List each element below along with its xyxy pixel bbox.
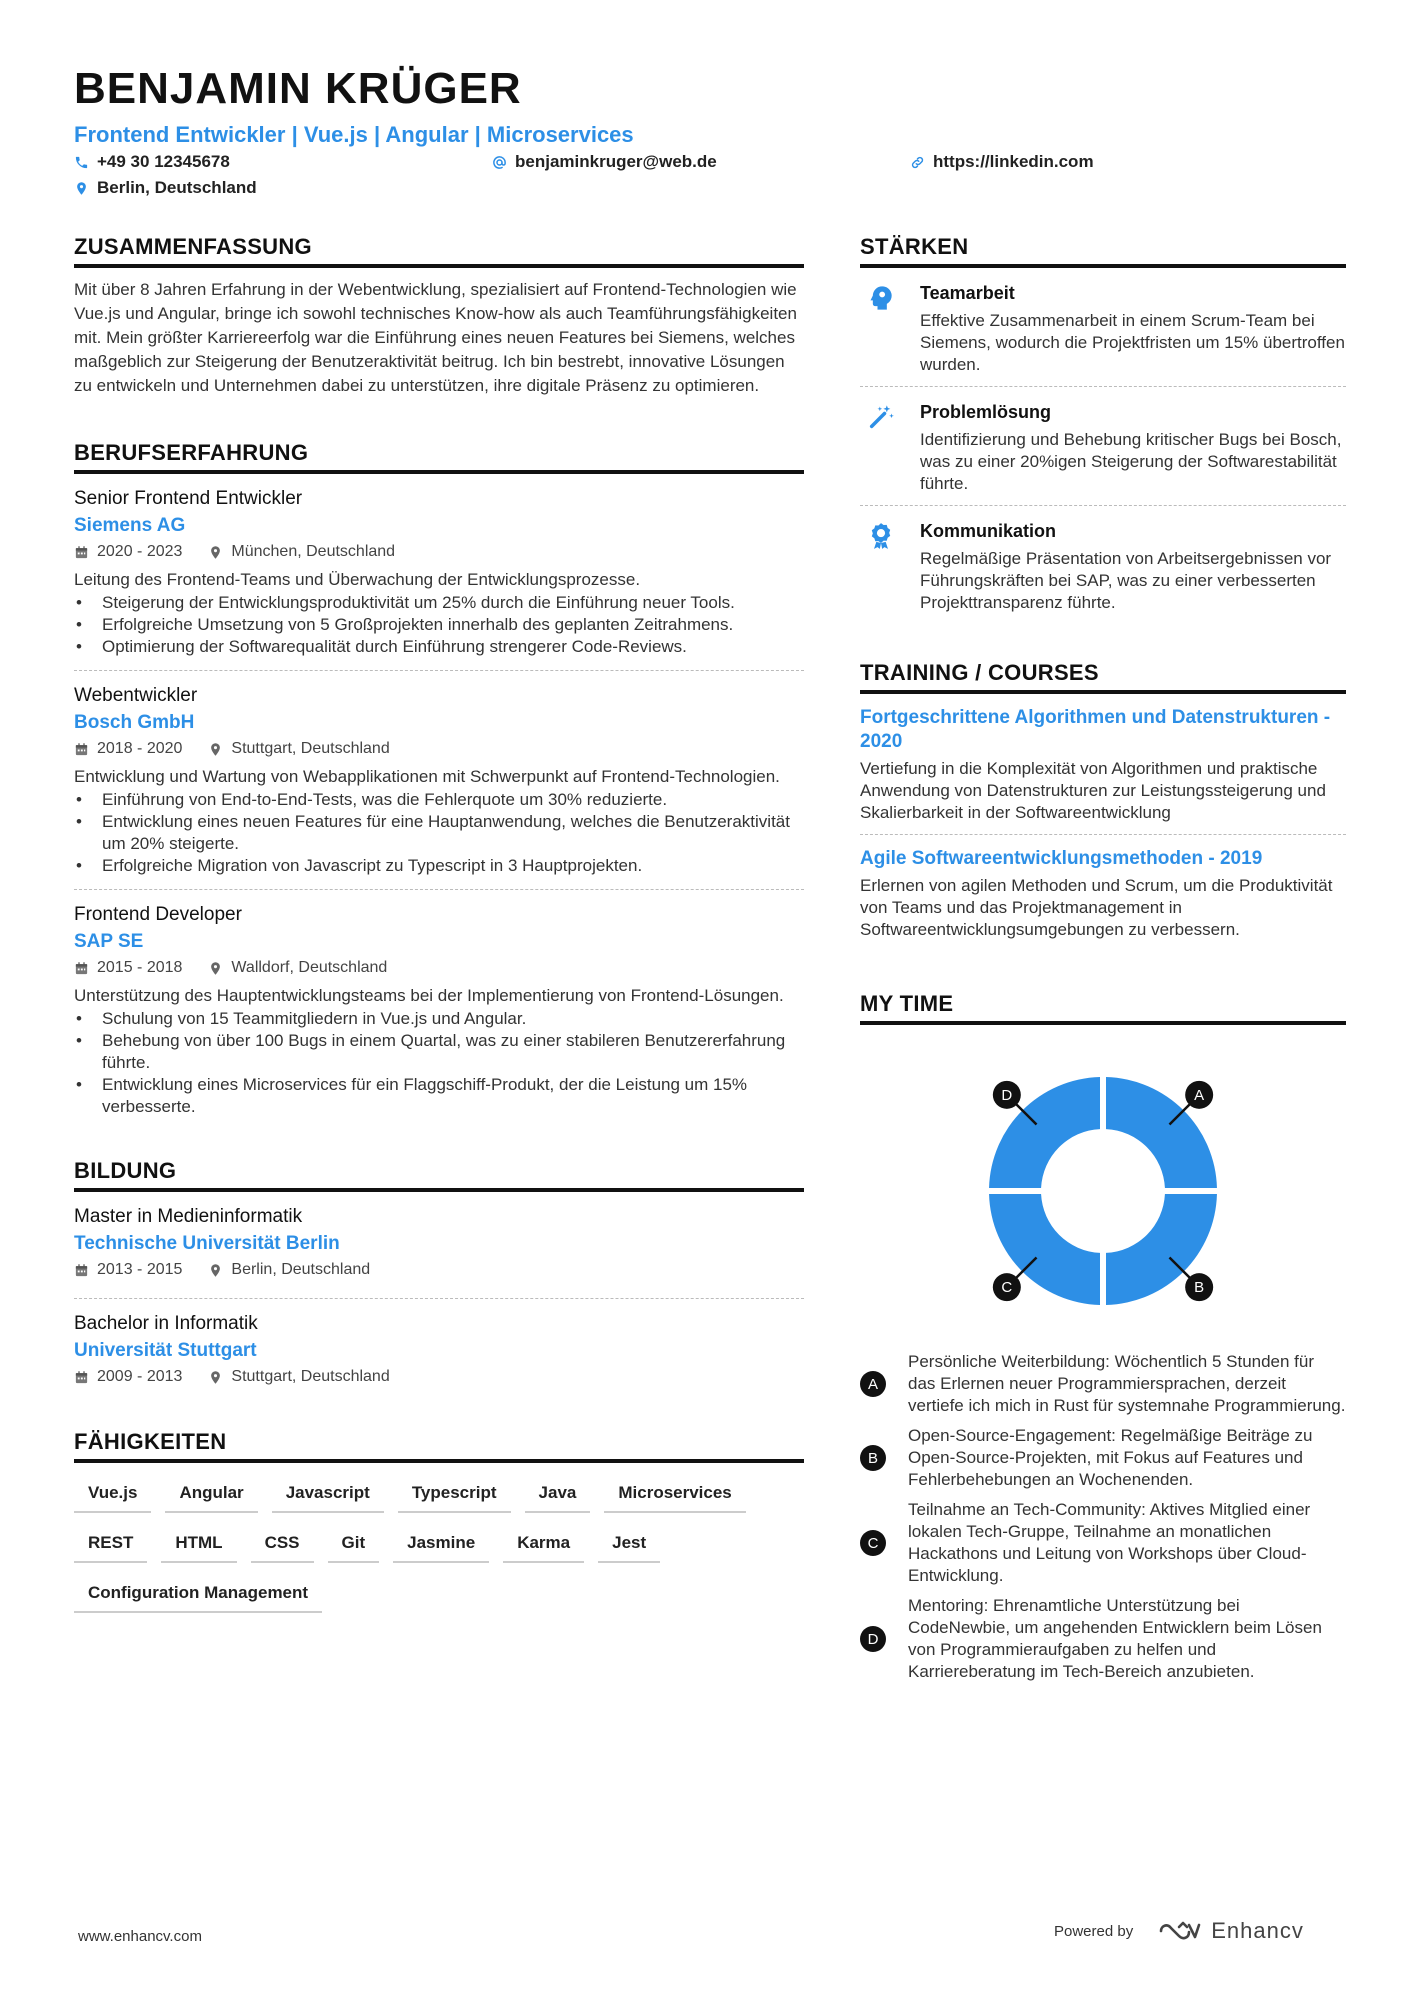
job-bullet: • Erfolgreiche Migration von Javascript zu Typescript in 3 Hauptprojekten. xyxy=(74,855,804,877)
education-entry xyxy=(74,1299,804,1405)
job-location: Stuttgart, Deutschland xyxy=(231,740,390,757)
calendar-icon xyxy=(74,961,89,976)
education-meta xyxy=(74,1365,804,1389)
magic-wand-icon xyxy=(867,403,895,431)
training-section xyxy=(860,660,1346,951)
course-title: Fortgeschrittene Algorithmen und Datenstrukturen - 2020 xyxy=(860,707,1331,752)
strength-entry xyxy=(860,387,1346,506)
award-icon xyxy=(867,522,895,550)
skill-tag: Jasmine xyxy=(393,1527,489,1563)
legend-badge: B xyxy=(860,1445,886,1471)
donut-label-b: B xyxy=(1194,1279,1205,1297)
job-bullet: • Optimierung der Softwarequalität durch Einführung strengerer Code-Reviews. xyxy=(74,636,804,658)
mytime-section xyxy=(860,991,1346,1683)
education-section xyxy=(74,1158,804,1405)
job-meta xyxy=(74,737,804,761)
job-dates: 2018 - 2020 xyxy=(97,740,183,757)
job-description: Leitung des Frontend-Teams und Überwachung der Entwicklungsprozesse. xyxy=(74,570,641,589)
contact-linkedin[interactable] xyxy=(910,152,1094,172)
strength-text: Effektive Zusammenarbeit in einem Scrum-Team bei Siemens, wodurch die Projektfristen um 15% übertroffen wurden. xyxy=(920,311,1345,374)
mytime-donut-chart xyxy=(860,1025,1346,1341)
legend-text: Persönliche Weiterbildung: Wöchentlich 5 Stunden für das Erlernen neuer Programmiersprachen, derzeit vertiefe ich mich in Rust für systemnahe Programmierung. xyxy=(908,1352,1346,1415)
legend-badge: A xyxy=(860,1371,886,1397)
at-icon xyxy=(492,155,507,170)
phone-icon xyxy=(74,155,89,170)
link-icon xyxy=(910,155,925,170)
job-entry xyxy=(74,474,804,671)
course-text: Erlernen von agilen Methoden und Scrum, um die Produktivität von Teams und das Projektmanagement in Softwareentwicklungsumgebungen zu verbessern. xyxy=(860,876,1333,939)
legend-item xyxy=(860,1351,1346,1417)
strength-title: Kommunikation xyxy=(920,521,1057,541)
contact-location xyxy=(74,178,257,198)
phone-text: +49 30 12345678 xyxy=(97,152,230,171)
education-entry xyxy=(74,1192,804,1299)
legend-text: Teilnahme an Tech-Community: Aktives Mitglied einer lokalen Tech-Gruppe, Teilnahme an monatlichen Hackathons und Leitung von Workshops über Cloud-Entwicklung. xyxy=(908,1500,1311,1585)
right-column xyxy=(860,234,1346,1691)
location-text: Berlin, Deutschland xyxy=(97,178,257,197)
skill-tag: HTML xyxy=(161,1527,236,1563)
education-school: Technische Universität Berlin xyxy=(74,1233,340,1254)
calendar-icon xyxy=(74,1370,89,1385)
contact-email[interactable] xyxy=(492,152,717,172)
job-entry xyxy=(74,671,804,890)
job-role: Frontend Developer xyxy=(74,904,242,925)
calendar-icon xyxy=(74,1263,89,1278)
strengths-title: STÄRKEN xyxy=(860,234,1346,268)
left-column xyxy=(74,234,804,1613)
job-dates: 2020 - 2023 xyxy=(97,543,183,560)
training-title: TRAINING / COURSES xyxy=(860,660,1346,694)
skill-tag: REST xyxy=(74,1527,147,1563)
education-dates: 2013 - 2015 xyxy=(97,1261,183,1278)
donut-label-c: C xyxy=(1001,1279,1013,1297)
legend-badge: C xyxy=(860,1530,886,1556)
calendar-icon xyxy=(74,545,89,560)
head-icon xyxy=(867,284,895,312)
location-pin-icon xyxy=(208,742,223,757)
skill-tag: Angular xyxy=(165,1477,257,1513)
location-pin-icon xyxy=(208,1263,223,1278)
education-location: Berlin, Deutschland xyxy=(231,1261,371,1278)
job-role: Webentwickler xyxy=(74,685,198,706)
job-bullet: • Einführung von End-to-End-Tests, was die Fehlerquote um 30% reduzierte. xyxy=(74,789,804,811)
job-entry xyxy=(74,890,804,1130)
donut-label-a: A xyxy=(1194,1086,1205,1104)
mytime-title: MY TIME xyxy=(860,991,1346,1025)
linkedin-text: https://linkedin.com xyxy=(933,152,1094,171)
skill-tag: Jest xyxy=(598,1527,660,1563)
calendar-icon xyxy=(74,742,89,757)
location-pin-icon xyxy=(208,961,223,976)
skill-tag: Karma xyxy=(503,1527,584,1563)
experience-section xyxy=(74,440,804,1130)
job-company: Bosch GmbH xyxy=(74,712,195,733)
location-pin-icon xyxy=(208,545,223,560)
job-description: Entwicklung und Wartung von Webapplikationen mit Schwerpunkt auf Frontend-Technologien. xyxy=(74,767,780,786)
legend-text: Open-Source-Engagement: Regelmäßige Beiträge zu Open-Source-Projekten, mit Fokus auf Features und Fehlerbehebungen an Wochenenden. xyxy=(908,1426,1313,1489)
job-description: Unterstützung des Hauptentwicklungsteams bei der Implementierung von Frontend-Lösungen. xyxy=(74,986,784,1005)
summary-text: Mit über 8 Jahren Erfahrung in der Webentwicklung, spezialisiert auf Frontend-Technologien wie Vue.js und Angular, bringe ich sowohl technisches Know-how als auch Teamführungsfähigkeiten mit. Mein größter Karriereerfolg war die Einführung eines neuen Features bei Siemens, welches maßgeblich zur Steigerung der Benutzeraktivität beitrug. Ich bin bestrebt, innovative Lösungen zu entwickeln und Unternehmen dabei zu unterstützen, ihre digitale Präsenz zu optimieren. xyxy=(74,280,797,395)
contact-phone[interactable] xyxy=(74,152,230,172)
course-entry xyxy=(860,835,1346,951)
skill-tag: Java xyxy=(525,1477,591,1513)
job-company: SAP SE xyxy=(74,931,144,952)
footer-website[interactable]: www.enhancv.com xyxy=(78,1928,202,1945)
course-text: Vertiefung in die Komplexität von Algorithmen und praktische Anwendung von Datenstrukturen zur Leistungssteigerung und Skalierbarkeit in der Softwareentwicklung xyxy=(860,759,1326,822)
footer-branding xyxy=(1054,1918,1304,1944)
mytime-chart-wrap xyxy=(860,1025,1346,1341)
course-title: Agile Softwareentwicklungsmethoden - 2019 xyxy=(860,848,1263,869)
skills-list xyxy=(74,1477,804,1613)
job-bullets xyxy=(74,592,804,658)
job-dates: 2015 - 2018 xyxy=(97,959,183,976)
skill-tag: Vue.js xyxy=(74,1477,151,1513)
strength-title: Teamarbeit xyxy=(920,283,1015,303)
enhancv-logo-icon xyxy=(1157,1919,1201,1943)
education-meta xyxy=(74,1258,804,1282)
job-company: Siemens AG xyxy=(74,515,186,536)
education-title: BILDUNG xyxy=(74,1158,804,1192)
strength-text: Regelmäßige Präsentation von Arbeitsergebnissen vor Führungskräften bei SAP, was zu einer verbesserten Projekttransparenz führte. xyxy=(920,549,1332,612)
strengths-section xyxy=(860,234,1346,624)
skills-title: FÄHIGKEITEN xyxy=(74,1429,804,1463)
job-bullet: • Schulung von 15 Teammitgliedern in Vue.js und Angular. xyxy=(74,1008,804,1030)
strength-title: Problemlösung xyxy=(920,402,1052,422)
job-location: München, Deutschland xyxy=(231,543,396,560)
job-bullets xyxy=(74,1008,804,1118)
skills-section xyxy=(74,1429,804,1613)
legend-item xyxy=(860,1595,1346,1683)
legend-item xyxy=(860,1499,1346,1587)
candidate-name: BENJAMIN KRÜGER xyxy=(74,64,522,113)
skill-tag: Typescript xyxy=(398,1477,511,1513)
job-location: Walldorf, Deutschland xyxy=(231,959,388,976)
donut-label-d: D xyxy=(1001,1086,1013,1104)
strength-text: Identifizierung und Behebung kritischer Bugs bei Bosch, was zu einer 20%igen Steigerung der Softwarestabilität führte. xyxy=(920,430,1342,493)
summary-section xyxy=(74,234,804,398)
footer-brand[interactable] xyxy=(1157,1918,1304,1944)
job-bullet: • Erfolgreiche Umsetzung von 5 Großprojekten innerhalb des geplanten Zeitrahmens. xyxy=(74,614,804,636)
skill-tag: Javascript xyxy=(272,1477,384,1513)
job-role: Senior Frontend Entwickler xyxy=(74,488,303,509)
education-dates: 2009 - 2013 xyxy=(97,1368,183,1385)
summary-title: ZUSAMMENFASSUNG xyxy=(74,234,804,268)
email-text: benjaminkruger@web.de xyxy=(515,152,717,171)
job-bullet: • Entwicklung eines neuen Features für eine Hauptanwendung, welches die Benutzeraktivität um 20% steigerte. xyxy=(74,811,804,855)
skill-tag: Microservices xyxy=(604,1477,745,1513)
strength-entry xyxy=(860,268,1346,387)
job-meta xyxy=(74,540,804,564)
course-entry xyxy=(860,694,1346,835)
skill-tag: Configuration Management xyxy=(74,1577,322,1613)
skill-tag: Git xyxy=(328,1527,380,1563)
legend-text: Mentoring: Ehrenamtliche Unterstützung bei CodeNewbie, um angehenden Entwicklern beim Lösen von Programmieraufgaben zu helfen und Karriereberatung im Tech-Bereich anzubieten. xyxy=(908,1596,1322,1681)
job-bullet: • Entwicklung eines Microservices für ein Flaggschiff-Produkt, der die Leistung um 15% verbesserte. xyxy=(74,1074,804,1118)
legend-item xyxy=(860,1425,1346,1491)
job-meta xyxy=(74,956,804,980)
job-bullet: • Behebung von über 100 Bugs in einem Quartal, was zu einer stabileren Benutzererfahrung führte. xyxy=(74,1030,804,1074)
education-school: Universität Stuttgart xyxy=(74,1340,257,1361)
education-location: Stuttgart, Deutschland xyxy=(231,1368,390,1385)
strength-entry xyxy=(860,506,1346,624)
education-degree: Master in Medieninformatik xyxy=(74,1206,303,1227)
skill-tag: CSS xyxy=(251,1527,314,1563)
footer-brand-text: Enhancv xyxy=(1211,1918,1304,1943)
location-pin-icon xyxy=(208,1370,223,1385)
job-bullet: • Steigerung der Entwicklungsproduktivität um 25% durch die Einführung neuer Tools. xyxy=(74,592,804,614)
education-degree: Bachelor in Informatik xyxy=(74,1313,258,1334)
job-bullets xyxy=(74,789,804,877)
location-pin-icon xyxy=(74,181,89,196)
legend-badge: D xyxy=(860,1626,886,1652)
mytime-legend xyxy=(860,1351,1346,1683)
candidate-headline: Frontend Entwickler | Vue.js | Angular | Microservices xyxy=(74,122,634,147)
footer-powered: Powered by xyxy=(1054,1922,1134,1940)
experience-title: BERUFSERFAHRUNG xyxy=(74,440,804,474)
